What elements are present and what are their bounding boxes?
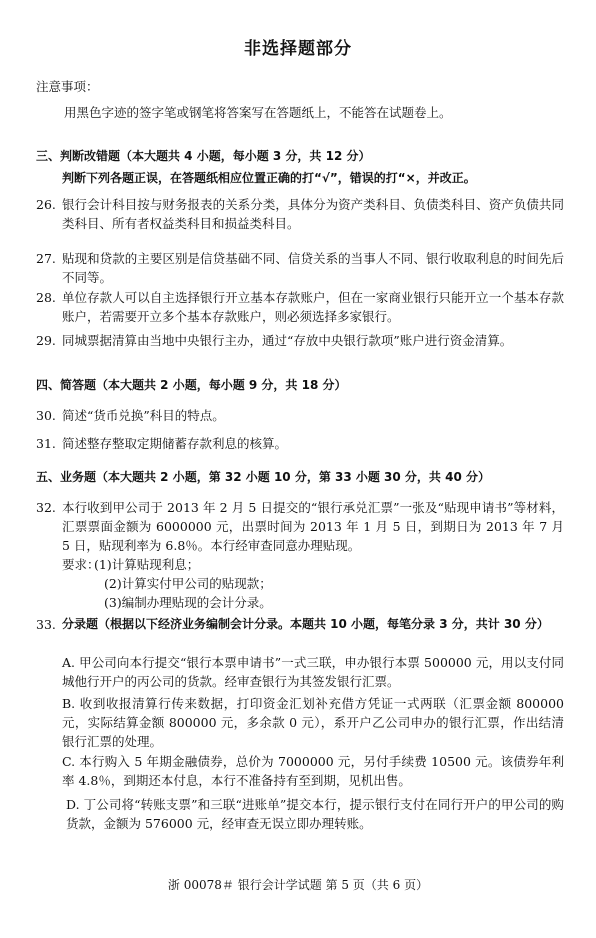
question-33 bbox=[36, 615, 564, 634]
page-footer: 浙 00078＃ 银行会计学试题 第 5 页（共 6 页） bbox=[167, 878, 429, 892]
question-28 bbox=[36, 288, 564, 326]
question-heading: 分录题（根据以下经济业务编制会计分录。本题共 10 小题，每笔分录 3 分，共计 30 分） bbox=[62, 617, 549, 631]
question-31 bbox=[36, 434, 564, 453]
question-29 bbox=[36, 331, 564, 350]
page-title: 非选择题部分 bbox=[244, 39, 352, 59]
requirement-3: (3)编制办理贴现的会计分录。 bbox=[104, 595, 272, 610]
entry-item-a: A. 甲公司向本行提交“银行本票申请书”一式三联，申办银行本票 500000 元，用以支付同城他行开户的丙公司的货款。经审查银行为其签发银行汇票。 bbox=[62, 655, 564, 689]
section4-heading: 四、简答题（本大题共 2 小题，每小题 9 分，共 18 分） bbox=[36, 378, 347, 392]
question-number: 33. bbox=[36, 617, 56, 632]
question-number: 27. bbox=[36, 251, 56, 266]
question-text: 简述整存整取定期储蓄存款利息的核算。 bbox=[62, 436, 288, 451]
question-text: 本行收到甲公司于 2013 年 2 月 5 日提交的“银行承兑汇票”一张及“贴现申请书”等材料，汇票票面金额为 6000000 元，出票时间为 2013 年 1 月 5 日，到期日为 2013 年 7 月 5 日，贴现利率为 6.8％。本行经审查同意办理贴现。 bbox=[62, 500, 564, 553]
requirement-2: (2)计算实付甲公司的贴现款； bbox=[104, 576, 272, 591]
section3-heading: 三、判断改错题（本大题共 4 小题，每小题 3 分，共 12 分） bbox=[36, 149, 371, 163]
question-number: 28. bbox=[36, 290, 56, 305]
requirements-label: 要求： bbox=[62, 557, 100, 572]
question-text: 单位存款人可以自主选择银行开立基本存款账户，但在一家商业银行只能开立一个基本存款账户，若需要开立多个基本存款账户，则必须选择多家银行。 bbox=[62, 290, 564, 324]
entry-item-c: C. 本行购入 5 年期金融债券，总价为 7000000 元，另付手续费 10500 元。该债券年利率 4.8％，到期还本付息，本行不准备持有至到期，见机出售。 bbox=[62, 754, 564, 788]
question-text: 银行会计科目按与财务报表的关系分类，具体分为资产类科目、负债类科目、资产负债共同类科目、所有者权益类科目和损益类科目。 bbox=[62, 197, 564, 231]
question-number: 29. bbox=[36, 333, 56, 348]
question-number: 30. bbox=[36, 408, 56, 423]
section3-instruction: 判断下列各题正误，在答题纸相应位置正确的打“√”，错误的打“×，并改正。 bbox=[62, 171, 476, 185]
question-27 bbox=[36, 249, 564, 287]
section5-heading: 五、业务题（本大题共 2 小题，第 32 小题 10 分，第 33 小题 30 分，共 40 分） bbox=[36, 470, 490, 484]
notice-text: 用黑色字迹的签字笔或钢笔将答案写在答题纸上，不能答在试题卷上。 bbox=[64, 105, 452, 120]
entry-item-d: D. 丁公司将“转账支票”和三联“进账单”提交本行，提示银行支付在同行开户的甲公司的购货款，金额为 576000 元，经审查无误立即办理转账。 bbox=[66, 797, 564, 831]
question-32 bbox=[36, 498, 564, 555]
entry-item-b: B. 收到收报清算行传来数据，打印资金汇划补充借方凭证一式两联（汇票金额 800000 元，实际结算金额 800000 元，多余款 0 元），系开户乙公司申办的银行汇票，作出结清银行汇票的处理。 bbox=[62, 696, 564, 749]
question-26 bbox=[36, 195, 564, 233]
question-text: 简述“货币兑换”科目的特点。 bbox=[62, 408, 225, 423]
question-number: 32. bbox=[36, 500, 56, 515]
question-number: 31. bbox=[36, 436, 56, 451]
notice-heading: 注意事项： bbox=[36, 79, 99, 94]
requirement-1: (1)计算贴现利息； bbox=[94, 557, 200, 572]
question-text: 同城票据清算由当地中央银行主办，通过“存放中央银行款项”账户进行资金清算。 bbox=[62, 333, 513, 348]
question-number: 26. bbox=[36, 197, 56, 212]
question-30 bbox=[36, 406, 564, 425]
question-text: 贴现和贷款的主要区别是信贷基础不同、信贷关系的当事人不同、银行收取利息的时间先后不同等。 bbox=[62, 251, 564, 285]
